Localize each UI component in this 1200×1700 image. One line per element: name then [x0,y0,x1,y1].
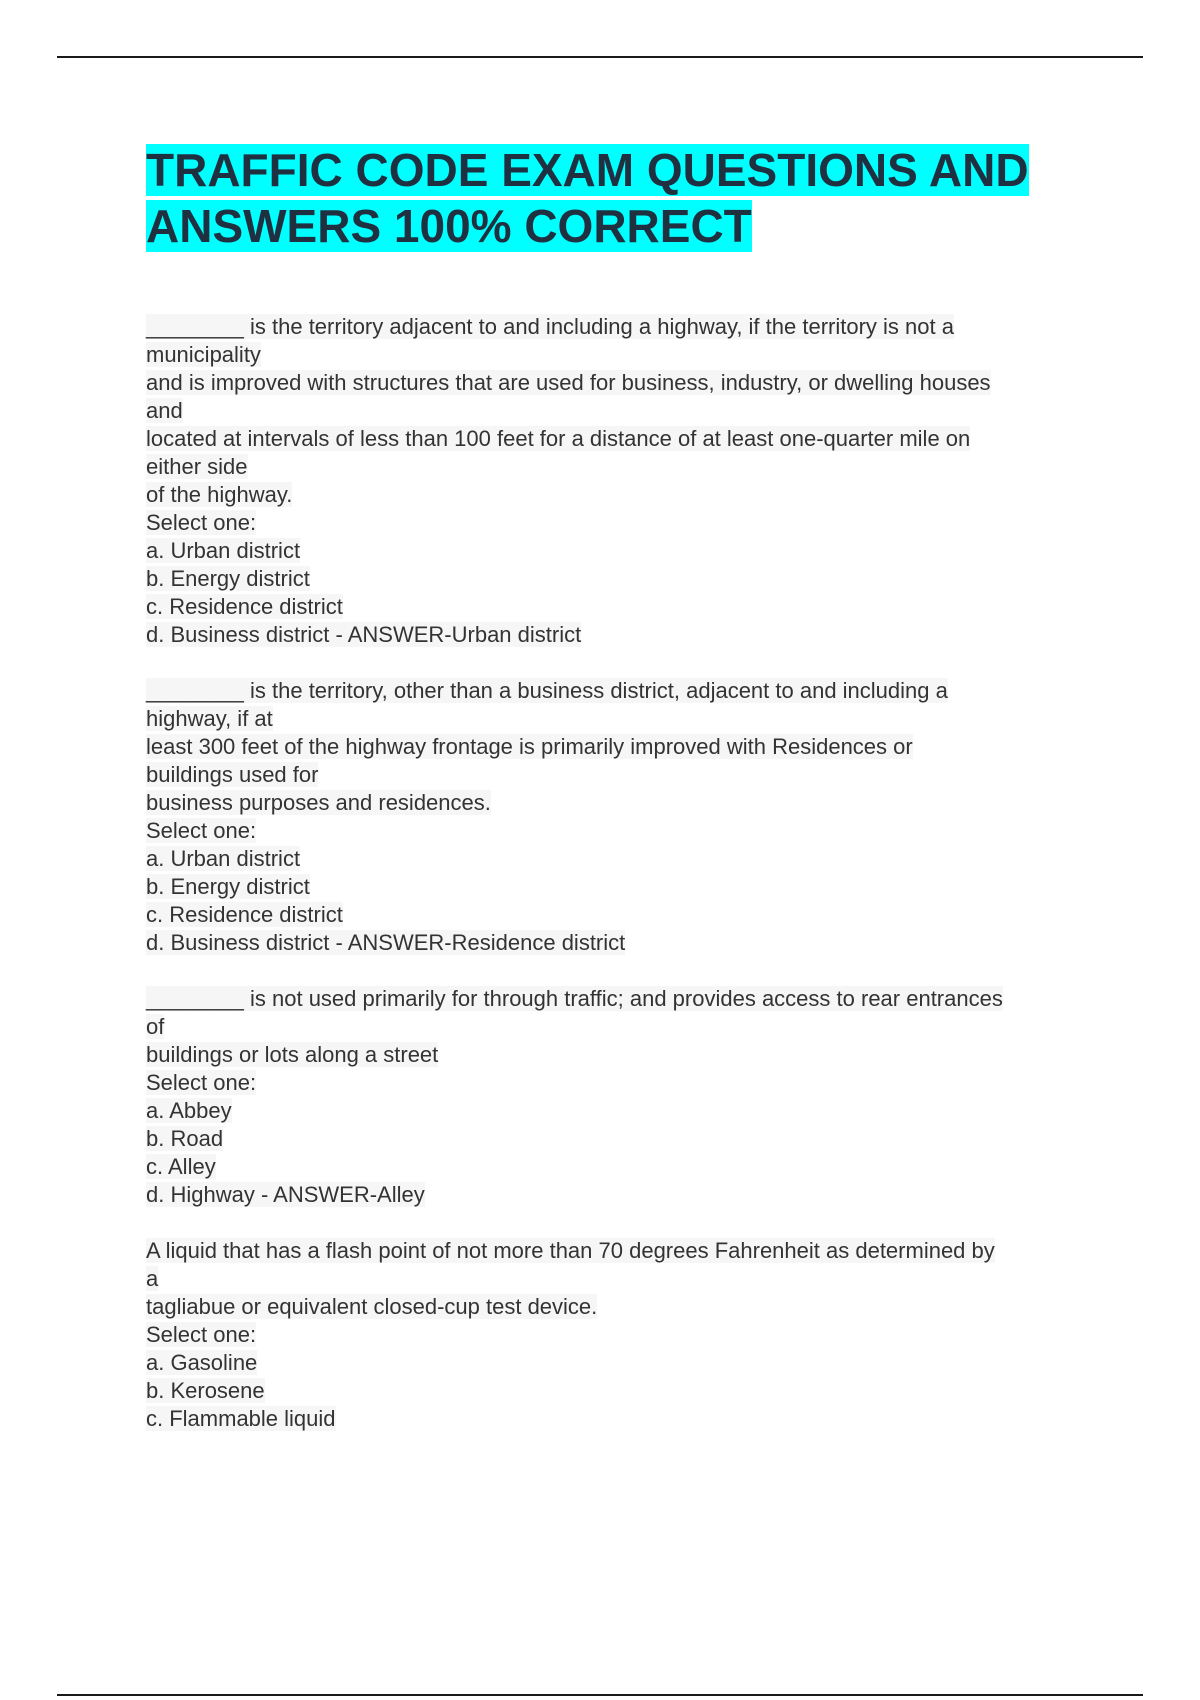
question-line: A liquid that has a flash point of not more than 70 degrees Fahrenheit as determined by [146,1238,995,1263]
question-list [146,313,1106,1461]
question-line: located at intervals of less than 100 feet for a distance of at least one-quarter mile on [146,426,971,451]
answer-option: a. Abbey [146,1098,232,1123]
question-block-1 [146,313,1106,649]
answer-option-with-answer: d. Highway - ANSWER-Alley [146,1182,425,1207]
question-line: a [146,1266,159,1291]
question-line: either side [146,454,248,479]
answer-option: a. Gasoline [146,1350,258,1375]
answer-option: c. Flammable liquid [146,1406,336,1431]
question-line: municipality [146,342,261,367]
question-line: ________ is not used primarily for through traffic; and provides access to rear entrances [146,986,1003,1011]
question-block-2 [146,677,1106,957]
question-line: buildings used for [146,762,319,787]
question-line: of the highway. [146,482,293,507]
question-line: ________ is the territory adjacent to and including a highway, if the territory is not a [146,314,954,339]
question-line: least 300 feet of the highway frontage is primarily improved with Residences or [146,734,913,759]
question-line: and [146,398,183,423]
select-one-label: Select one: [146,510,257,535]
question-line: business purposes and residences. [146,790,491,815]
question-line: of [146,1014,165,1039]
question-line: and is improved with structures that are used for business, industry, or dwelling houses [146,370,991,395]
answer-option: c. Residence district [146,902,343,927]
question-line: tagliabue or equivalent closed-cup test device. [146,1294,598,1319]
title-line-1: TRAFFIC CODE EXAM QUESTIONS AND [146,144,1029,196]
question-block-3 [146,985,1106,1209]
answer-option: a. Urban district [146,846,301,871]
answer-option: c. Alley [146,1154,216,1179]
question-line: highway, if at [146,706,273,731]
select-one-label: Select one: [146,1322,257,1347]
answer-option-with-answer: d. Business district - ANSWER-Urban district [146,622,582,647]
answer-option-with-answer: d. Business district - ANSWER-Residence district [146,930,626,955]
answer-option: b. Energy district [146,566,310,591]
select-one-label: Select one: [146,1070,257,1095]
answer-option: b. Kerosene [146,1378,265,1403]
document-title [146,142,1086,254]
question-block-4 [146,1237,1106,1433]
answer-option: b. Energy district [146,874,310,899]
question-line: ________ is the territory, other than a business district, adjacent to and including a [146,678,948,703]
footer-rule [57,1694,1143,1696]
select-one-label: Select one: [146,818,257,843]
answer-option: b. Road [146,1126,224,1151]
answer-option: c. Residence district [146,594,343,619]
question-line: buildings or lots along a street [146,1042,439,1067]
header-rule [57,56,1143,58]
answer-option: a. Urban district [146,538,301,563]
title-line-2: ANSWERS 100% CORRECT [146,200,752,252]
